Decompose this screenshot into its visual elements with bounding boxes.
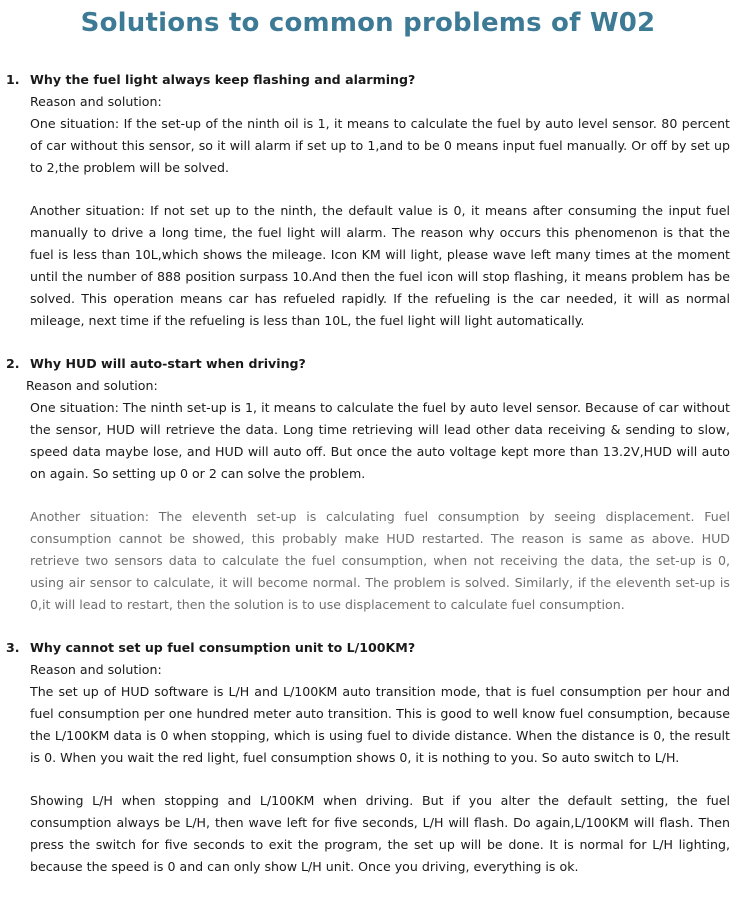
paragraph-gap	[30, 179, 730, 200]
section-gap	[6, 616, 730, 637]
answer-paragraph-3-1: The set up of HUD software is L/H and L/100KM auto transition mode, that is fuel consumption per hour and fuel consumption per one hundred meter auto transition. This is good to well know fuel consumption, because the L/100KM data is 0 when stopping, which is using fuel to divide distance. When the distance is 0, the result is 0. When you wait the red light, fuel consumption shows 0, it is nothing to you. So auto switch to L/H.	[30, 684, 730, 765]
answer-paragraph-1-1: One situation: If the set-up of the ninth oil is 1, it means to calculate the fuel by auto level sensor. 80 percent of car without this sensor, so it will alarm if set up to 1,and to be 0 means input fuel manually. Or off by set up to 2,the problem will be solved.	[30, 116, 730, 175]
faq-question-text-3: Why cannot set up fuel consumption unit to L/100KM?	[30, 640, 416, 655]
faq-question-3	[6, 637, 730, 659]
page-title: Solutions to common problems of W02	[80, 8, 656, 38]
answer-paragraph-3-2: Showing L/H when stopping and L/100KM when driving. But if you alter the default setting, the fuel consumption always be L/H, then wave left for five seconds, L/H will flash. Do again,L/100KM will flash. Then press the switch for five seconds to exit the program, the set up will be done. It is normal for L/H lighting, because the speed is 0 and can only show L/H unit. Once you driving, everything is ok.	[30, 793, 730, 874]
faq-section-1	[6, 69, 730, 332]
faq-number-2: 2.	[6, 356, 20, 371]
faq-section-2	[6, 353, 730, 616]
faq-answer-3	[30, 659, 730, 878]
title-spacer	[6, 43, 730, 69]
faq-answer-2	[26, 375, 730, 616]
answer-paragraph-2-2: Another situation: The eleventh set-up is calculating fuel consumption by seeing displacement. Fuel consumption cannot be showed, this probably make HUD restarted. The reason is same as above. HUD retrieve two sensors data to calculate the fuel consumption, when not receiving the data, the set-up is 0, using air sensor to calculate, it will become normal. The problem is solved. Similarly, if the eleventh set-up is 0,it will lead to restart, then the solution is to use displacement to calculate fuel consumption.	[30, 509, 730, 612]
paragraph-gap	[30, 485, 730, 506]
reason-label-1: Reason and solution:	[30, 94, 162, 109]
paragraph-gap	[30, 769, 730, 790]
faq-question-2	[6, 353, 730, 375]
faq-question-text-1: Why the fuel light always keep flashing and alarming?	[30, 72, 416, 87]
faq-question-1	[6, 69, 730, 91]
reason-label-3: Reason and solution:	[30, 662, 162, 677]
faq-section-3	[6, 637, 730, 878]
faq-question-text-2: Why HUD will auto-start when driving?	[30, 356, 306, 371]
answer-paragraph-1-2: Another situation: If not set up to the ninth, the default value is 0, it means after consuming the input fuel manually to drive a long time, the fuel light will alarm. The reason why occurs this phenomenon is that the fuel is less than 10L,which shows the mileage. Icon KM will light, please wave left many times at the moment until the number of 888 position surpass 10.And then the fuel icon will stop flashing, it means problem has be solved. This operation means car has refueled rapidly. If the refueling is the car needed, it will as normal mileage, next time if the refueling is less than 10L, the fuel light will light automatically.	[30, 203, 730, 328]
answer-paragraph-2-1: One situation: The ninth set-up is 1, it means to calculate the fuel by auto level sensor. Because of car without the sensor, HUD will retrieve the data. Long time retrieving will lead other data receiving & sending to slow, speed data maybe lose, and HUD will auto off. But once the auto voltage kept more than 13.2V,HUD will auto on again. So setting up 0 or 2 can solve the problem.	[30, 400, 730, 481]
faq-number-1: 1.	[6, 72, 20, 87]
reason-label-2: Reason and solution:	[26, 378, 158, 393]
section-gap	[6, 332, 730, 353]
faq-number-3: 3.	[6, 640, 20, 655]
faq-answer-1	[30, 91, 730, 332]
